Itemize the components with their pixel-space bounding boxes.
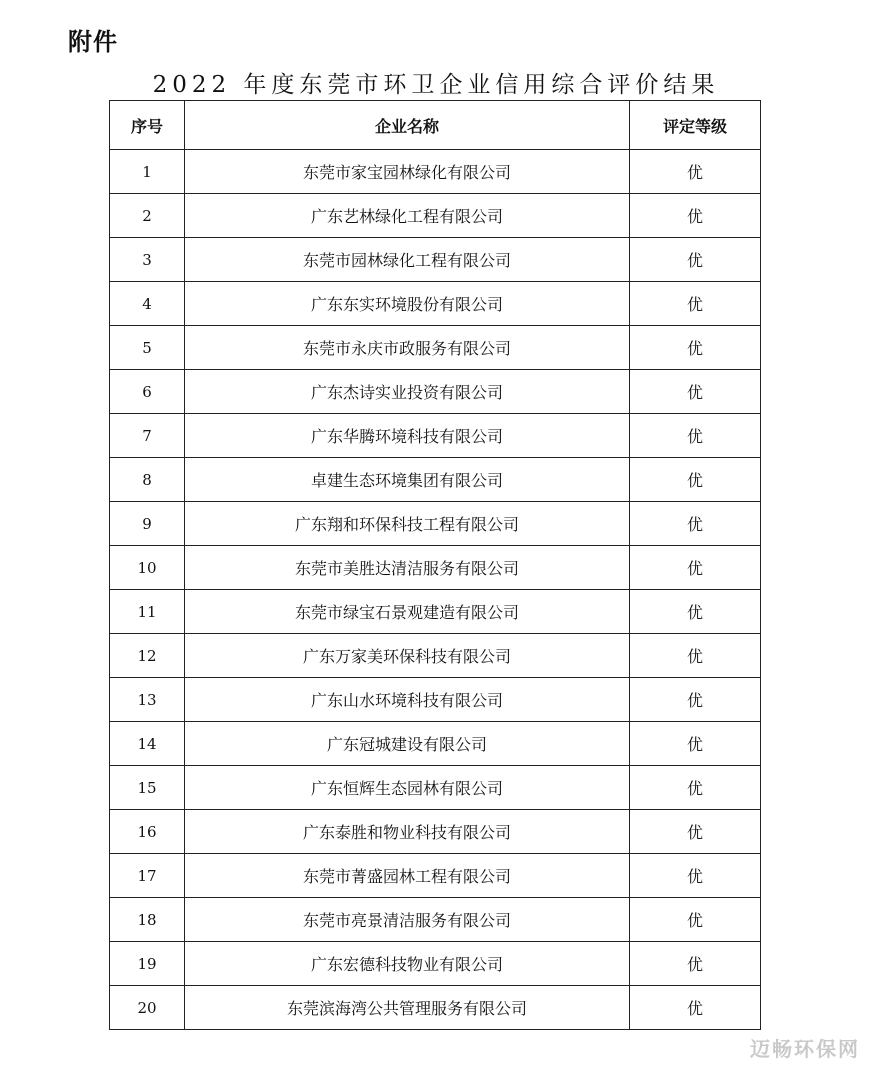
rating-grade-cell: 优 bbox=[630, 282, 761, 326]
watermark-logo: 迈畅环保网 bbox=[750, 1037, 860, 1061]
table-row bbox=[110, 282, 761, 326]
table-row bbox=[110, 458, 761, 502]
serial-number-cell: 14 bbox=[110, 722, 185, 766]
rating-grade-cell: 优 bbox=[630, 502, 761, 546]
rating-grade-cell: 优 bbox=[630, 898, 761, 942]
rating-grade-cell: 优 bbox=[630, 986, 761, 1030]
company-name-cell: 东莞市菁盛园林工程有限公司 bbox=[185, 854, 630, 898]
table-row bbox=[110, 898, 761, 942]
serial-number-cell: 12 bbox=[110, 634, 185, 678]
header-company-name: 企业名称 bbox=[185, 101, 630, 150]
header-serial-number: 序号 bbox=[110, 101, 185, 150]
company-name-cell: 广东华腾环境科技有限公司 bbox=[185, 414, 630, 458]
company-name-cell: 广东杰诗实业投资有限公司 bbox=[185, 370, 630, 414]
company-name-cell: 广东泰胜和物业科技有限公司 bbox=[185, 810, 630, 854]
table-body bbox=[110, 150, 761, 1030]
rating-grade-cell: 优 bbox=[630, 150, 761, 194]
company-name-cell: 广东冠城建设有限公司 bbox=[185, 722, 630, 766]
rating-grade-cell: 优 bbox=[630, 678, 761, 722]
table-row bbox=[110, 810, 761, 854]
serial-number-cell: 2 bbox=[110, 194, 185, 238]
table-row bbox=[110, 414, 761, 458]
rating-grade-cell: 优 bbox=[630, 854, 761, 898]
rating-grade-cell: 优 bbox=[630, 546, 761, 590]
serial-number-cell: 18 bbox=[110, 898, 185, 942]
serial-number-cell: 16 bbox=[110, 810, 185, 854]
company-name-cell: 东莞市永庆市政服务有限公司 bbox=[185, 326, 630, 370]
serial-number-cell: 8 bbox=[110, 458, 185, 502]
company-name-cell: 广东东实环境股份有限公司 bbox=[185, 282, 630, 326]
serial-number-cell: 19 bbox=[110, 942, 185, 986]
company-name-cell: 东莞市美胜达清洁服务有限公司 bbox=[185, 546, 630, 590]
company-name-cell: 东莞市园林绿化工程有限公司 bbox=[185, 238, 630, 282]
table-row bbox=[110, 986, 761, 1030]
serial-number-cell: 11 bbox=[110, 590, 185, 634]
table-row bbox=[110, 502, 761, 546]
table-row bbox=[110, 590, 761, 634]
serial-number-cell: 4 bbox=[110, 282, 185, 326]
table-row bbox=[110, 678, 761, 722]
serial-number-cell: 15 bbox=[110, 766, 185, 810]
table-row bbox=[110, 238, 761, 282]
table-row bbox=[110, 370, 761, 414]
company-name-cell: 广东宏德科技物业有限公司 bbox=[185, 942, 630, 986]
serial-number-cell: 1 bbox=[110, 150, 185, 194]
table-row bbox=[110, 942, 761, 986]
rating-grade-cell: 优 bbox=[630, 326, 761, 370]
rating-grade-cell: 优 bbox=[630, 766, 761, 810]
rating-grade-cell: 优 bbox=[630, 942, 761, 986]
rating-grade-cell: 优 bbox=[630, 194, 761, 238]
serial-number-cell: 3 bbox=[110, 238, 185, 282]
company-name-cell: 卓建生态环境集团有限公司 bbox=[185, 458, 630, 502]
table-row bbox=[110, 722, 761, 766]
serial-number-cell: 9 bbox=[110, 502, 185, 546]
serial-number-cell: 13 bbox=[110, 678, 185, 722]
serial-number-cell: 5 bbox=[110, 326, 185, 370]
table-row bbox=[110, 854, 761, 898]
table-row bbox=[110, 150, 761, 194]
company-name-cell: 广东翔和环保科技工程有限公司 bbox=[185, 502, 630, 546]
serial-number-cell: 10 bbox=[110, 546, 185, 590]
company-name-cell: 广东艺林绿化工程有限公司 bbox=[185, 194, 630, 238]
company-name-cell: 东莞市亮景清洁服务有限公司 bbox=[185, 898, 630, 942]
table-row bbox=[110, 326, 761, 370]
document-title: 2022 年度东莞市环卫企业信用综合评价结果 bbox=[152, 72, 720, 98]
company-name-cell: 东莞滨海湾公共管理服务有限公司 bbox=[185, 986, 630, 1030]
rating-grade-cell: 优 bbox=[630, 722, 761, 766]
header-rating-grade: 评定等级 bbox=[630, 101, 761, 150]
rating-grade-cell: 优 bbox=[630, 810, 761, 854]
serial-number-cell: 17 bbox=[110, 854, 185, 898]
serial-number-cell: 20 bbox=[110, 986, 185, 1030]
table-row bbox=[110, 766, 761, 810]
serial-number-cell: 7 bbox=[110, 414, 185, 458]
table-row bbox=[110, 194, 761, 238]
results-table bbox=[109, 100, 761, 1030]
table-row bbox=[110, 634, 761, 678]
company-name-cell: 广东恒辉生态园林有限公司 bbox=[185, 766, 630, 810]
rating-grade-cell: 优 bbox=[630, 458, 761, 502]
company-name-cell: 广东山水环境科技有限公司 bbox=[185, 678, 630, 722]
rating-grade-cell: 优 bbox=[630, 370, 761, 414]
company-name-cell: 东莞市家宝园林绿化有限公司 bbox=[185, 150, 630, 194]
rating-grade-cell: 优 bbox=[630, 590, 761, 634]
attachment-label: 附件 bbox=[68, 28, 118, 56]
serial-number-cell: 6 bbox=[110, 370, 185, 414]
company-name-cell: 广东万家美环保科技有限公司 bbox=[185, 634, 630, 678]
table-header-row bbox=[110, 101, 761, 150]
company-name-cell: 东莞市绿宝石景观建造有限公司 bbox=[185, 590, 630, 634]
rating-grade-cell: 优 bbox=[630, 414, 761, 458]
rating-grade-cell: 优 bbox=[630, 634, 761, 678]
rating-grade-cell: 优 bbox=[630, 238, 761, 282]
table-row bbox=[110, 546, 761, 590]
